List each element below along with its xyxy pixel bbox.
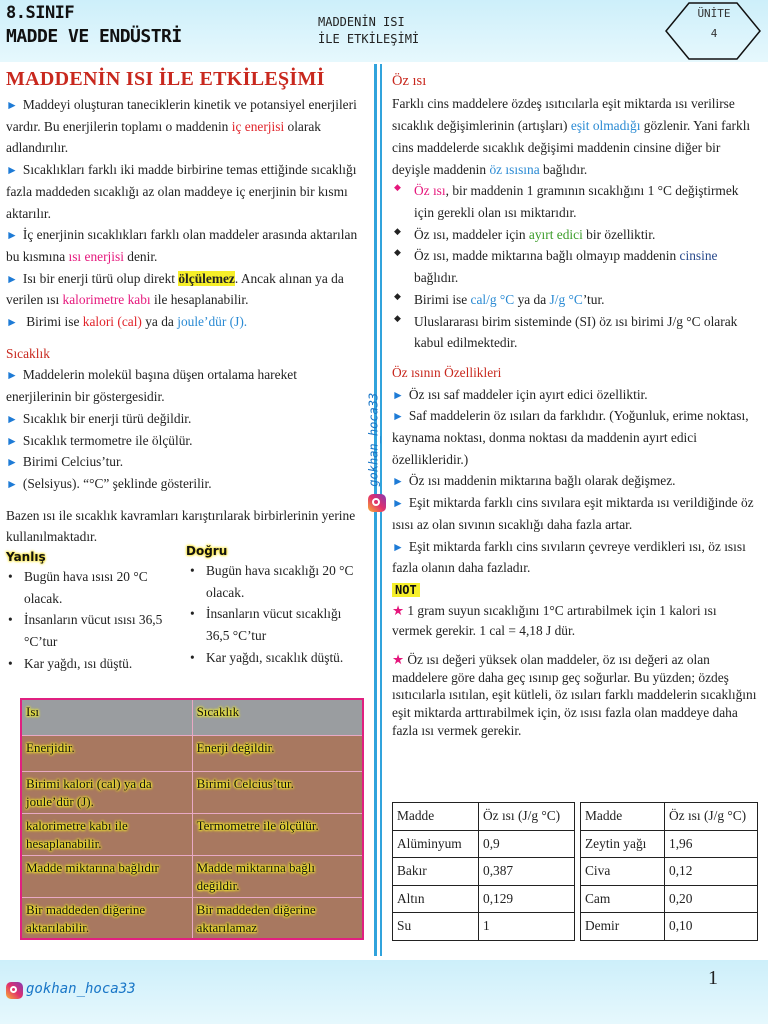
highlight-olculemez: ölçülemez xyxy=(178,270,235,286)
term-kalori: kalori (cal) xyxy=(82,314,142,330)
triangle-bullet-icon: ► xyxy=(6,315,18,330)
list-item: ◆ Uluslararası birim sisteminde (SI) öz ısı birimi J/g °C olarak kabul edilmektedir. xyxy=(392,311,758,354)
paragraph-unit: ► Birimi ise kalori (cal) ya da joule’dür (J). xyxy=(6,314,248,330)
table-row xyxy=(21,771,363,813)
table-cell: Bir maddeden diğerine aktarılabilir. xyxy=(21,897,192,939)
triangle-bullet-icon: ► xyxy=(6,368,18,383)
triangle-bullet-icon: ► xyxy=(392,409,404,424)
table-cell: Birimi Celcius’tur. xyxy=(192,771,363,813)
table-cell: Demir xyxy=(581,913,665,941)
table-row xyxy=(581,858,758,886)
table-cell: 0,12 xyxy=(665,858,758,886)
term-oz-isisina: öz ısısına xyxy=(489,161,540,177)
triangle-bullet-icon: ► xyxy=(6,411,18,426)
table-header-cell: Öz ısı (J/g °C) xyxy=(479,803,575,831)
topic-title xyxy=(318,14,419,48)
table-cell: Civa xyxy=(581,858,665,886)
yanlis-list xyxy=(6,566,178,675)
table-cell: Enerji değildir. xyxy=(192,735,363,771)
triangle-bullet-icon: ► xyxy=(392,496,404,511)
term-esit-olmadigi: eşit olmadığı xyxy=(570,118,641,134)
triangle-bullet-icon: ► xyxy=(6,98,18,112)
right-column xyxy=(392,70,758,739)
table-row xyxy=(393,913,575,941)
triangle-bullet-icon: ► xyxy=(6,163,18,178)
list-item: ◆ Birimi ise cal/g °C ya da J/g °C’tur. xyxy=(392,289,758,311)
table-header-cell: Madde xyxy=(393,803,479,831)
oz-isi-intro: Farklı cins maddelere özdeş ısıtıcılarla eşit miktarda ısı verilirse sıcaklık değişimlerinin (artışları) eşit olmadığı gözlenir. Yani farklı cins maddelerde sıcaklık değişimi maddenin cinsine diğer bir deyişle maddenin öz ısısına bağlıdır. xyxy=(392,96,751,177)
topic-line-2: İLE ETKİLEŞİMİ xyxy=(318,32,420,46)
triangle-bullet-icon: ► xyxy=(6,476,18,491)
table-row xyxy=(581,830,758,858)
table-cell: 1,96 xyxy=(665,830,758,858)
dogru-list xyxy=(188,560,364,669)
table-cell: Bir maddeden diğerine aktarılamaz xyxy=(192,897,363,939)
table-cell: Alüminyum xyxy=(393,830,479,858)
table-cell: 1 xyxy=(479,913,575,941)
section-title-ozellikler: Öz ısının Özellikleri xyxy=(392,364,502,380)
triangle-bullet-icon: ► xyxy=(6,455,18,470)
table-cell: Zeytin yağı xyxy=(581,830,665,858)
dogru-label: Doğru xyxy=(186,544,228,559)
table-cell: 0,10 xyxy=(665,913,758,941)
table-cell: Madde miktarına bağlı değildir. xyxy=(192,855,363,897)
table-row xyxy=(581,885,758,913)
instagram-icon xyxy=(6,982,23,999)
unit-name: MADDE VE ENDÜSTRİ xyxy=(6,26,182,47)
ozellik-item: ► Saf maddelerin öz ısıları da farklıdır. (Yoğunluk, erime noktası, kaynama noktası, donma noktası da maddenin ayırt edici özellikleridir.) xyxy=(392,408,749,467)
not-badge: NOT xyxy=(392,583,420,597)
oz-isi-bullets xyxy=(392,180,758,354)
table-cell: Altın xyxy=(393,885,479,913)
table-header-row xyxy=(393,803,575,831)
sicaklik-item: ► Maddelerin molekül başına düşen ortalama hareket enerjilerinin bir göstergesidir. xyxy=(6,367,297,405)
oz-isi-table-1 xyxy=(392,802,575,941)
triangle-bullet-icon: ► xyxy=(392,387,404,402)
term-ic-enerji: iç enerjisi xyxy=(231,118,285,134)
mix-note: Bazen ısı ile sıcaklık kavramları karıştırılarak birbirlerinin yerine kullanılmaktadır. xyxy=(6,507,356,545)
star-icon: ★ xyxy=(392,651,405,667)
triangle-bullet-icon: ► xyxy=(6,433,18,448)
table-row xyxy=(21,855,363,897)
table-cell: 0,387 xyxy=(479,858,575,886)
ozellik-item: ► Eşit miktarda farklı cins sıvılara eşit miktarda ısı verildiğinde öz ısısı az olan sıvının sıcaklığı daha fazla artar. xyxy=(392,495,754,532)
dogru-item: • Kar yağdı, sıcaklık düştü. xyxy=(188,647,364,669)
paragraph-internal-energy: ► Maddeyi oluşturan taneciklerin kinetik ve potansiyel enerjileri vardır. Bu enerjilerin toplamı o maddenin iç enerjisi olarak adlandırılır. xyxy=(6,97,357,156)
paragraph-measurement: ► Isı bir enerji türü olup direkt ölçülemez. Ancak alınan ya da verilen ısı kalorimetre kabı ile hesaplanabilir. xyxy=(6,270,344,308)
topic-line-1: MADDENİN ISI xyxy=(318,15,405,29)
grade-label: 8.SINIF xyxy=(6,3,75,23)
list-item: ◆ Öz ısı, madde miktarına bağlı olmayıp maddenin cinsine bağlıdır. xyxy=(392,245,758,288)
dogru-item: • İnsanların vücut sıcaklığı 36,5 °C’tur xyxy=(188,603,364,646)
triangle-bullet-icon: ► xyxy=(392,474,404,489)
table-cell: 0,9 xyxy=(479,830,575,858)
table-row xyxy=(21,897,363,939)
unit-number: 4 xyxy=(710,27,718,40)
unit-badge-text xyxy=(690,4,738,44)
table-row xyxy=(21,813,363,855)
footer-handle: gokhan_hoca33 xyxy=(26,981,136,997)
table-cell: Madde miktarına bağlıdır xyxy=(21,855,192,897)
table-row xyxy=(21,735,363,771)
paragraph-energy-transfer: ► Sıcaklıkları farklı iki madde birbirine temas ettiğinde sıcaklığı fazla maddeden sıcaklığı az olan maddeye iç enerjinin bir kısmı aktarılır. xyxy=(6,162,357,221)
dogru-item: • Bugün hava sıcaklığı 20 °C olacak. xyxy=(188,560,364,603)
table-cell: Su xyxy=(393,913,479,941)
list-item: ◆ Öz ısı, bir maddenin 1 gramının sıcaklığını 1 °C değiştirmek için gerekli olan ısı miktarıdır. xyxy=(392,180,758,223)
yanlis-label: Yanlış xyxy=(6,550,46,565)
page-title: MADDENİN ISI İLE ETKİLEŞİMİ xyxy=(6,68,325,90)
yanlis-item: • Bugün hava ısısı 20 °C olacak. xyxy=(6,566,178,609)
table-cell: Termometre ile ölçülür. xyxy=(192,813,363,855)
triangle-bullet-icon: ► xyxy=(6,228,18,243)
sicaklik-item: ► Sıcaklık bir enerji türü değildir. xyxy=(6,410,192,426)
table-header-row xyxy=(21,699,363,735)
not-item: ★ 1 gram suyun sıcaklığını 1°C artırabilmek için 1 kalori ısı vermek gerekir. 1 cal = 4,18 J dür. xyxy=(392,602,717,638)
yanlis-dogru-block xyxy=(6,544,364,682)
table-header-cell: Isı xyxy=(21,699,192,735)
table-cell: Birimi kalori (cal) ya da joule’dür (J). xyxy=(21,771,192,813)
unit-label: ÜNİTE xyxy=(697,7,731,20)
yanlis-item: • İnsanların vücut ısısı 36,5 °C’tur xyxy=(6,609,178,652)
table-row xyxy=(581,913,758,941)
table-cell: 0,129 xyxy=(479,885,575,913)
table-cell: 0,20 xyxy=(665,885,758,913)
star-icon: ★ xyxy=(392,602,405,618)
table-cell: Bakır xyxy=(393,858,479,886)
table-header-cell: Öz ısı (J/g °C) xyxy=(665,803,758,831)
yanlis-item: • Kar yağdı, ısı düştü. xyxy=(6,653,178,675)
table-cell: Cam xyxy=(581,885,665,913)
table-cell: kalorimetre kabı ile hesaplanabilir. xyxy=(21,813,192,855)
not-item: ★ Öz ısı değeri yüksek olan maddeler, öz ısı değeri az olan maddelere göre daha geç ısınıp geç soğurlar. Bu yüzden; özdeş ısıtıcılarla ısıtılan, eşit kütleli, öz ısıları farklı maddelerin sıcaklığını eşit miktarda arttırabilmek için, öz ısısı fazla olan maddeye daha fazla ısı vermek gerekir. xyxy=(392,651,757,738)
table-row xyxy=(393,885,575,913)
watermark-handle: gokhan_hoca33 xyxy=(366,392,381,487)
instagram-icon xyxy=(368,494,386,512)
ozellik-item: ► Öz ısı saf maddeler için ayırt edici özelliktir. xyxy=(392,386,648,402)
section-title-oz-isi: Öz ısı xyxy=(392,73,427,89)
term-kalorimetre: kalorimetre kabı xyxy=(62,292,151,308)
paragraph-heat-energy: ► İç enerjinin sıcaklıkları farklı olan maddeler arasında aktarılan bu kısmına ısı enerjisi denir. xyxy=(6,227,358,264)
oz-isi-table-2 xyxy=(580,802,758,941)
table-row xyxy=(393,858,575,886)
table-cell: Enerjidir. xyxy=(21,735,192,771)
ozellik-item: ► Öz ısı maddenin miktarına bağlı olarak değişmez. xyxy=(392,473,676,489)
table-row xyxy=(393,830,575,858)
term-isi-enerjisi: ısı enerjisi xyxy=(68,248,124,264)
section-title-sicaklik: Sıcaklık xyxy=(6,345,50,361)
page-number: 1 xyxy=(708,967,718,989)
sicaklik-item: ► Birimi Celcius’tur. xyxy=(6,454,124,470)
triangle-bullet-icon: ► xyxy=(392,539,404,554)
triangle-bullet-icon: ► xyxy=(6,271,18,286)
ozellik-item: ► Eşit miktarda farklı cins sıvıların çevreye verdikleri ısı, öz ısısı fazla olanın daha fazladır. xyxy=(392,538,746,576)
sicaklik-item: ► Sıcaklık termometre ile ölçülür. xyxy=(6,432,193,448)
left-column xyxy=(6,66,364,682)
table-header-cell: Madde xyxy=(581,803,665,831)
list-item: ◆ Öz ısı, maddeler için ayırt edici bir özelliktir. xyxy=(392,224,758,246)
table-header-row xyxy=(581,803,758,831)
term-joule: joule’dür (J). xyxy=(177,314,248,330)
sicaklik-item: ► (Selsiyus). “°C” şeklinde gösterilir. xyxy=(6,475,212,491)
isi-sicaklik-table xyxy=(20,698,364,940)
table-header-cell: Sıcaklık xyxy=(192,699,363,735)
not-block xyxy=(392,579,758,601)
